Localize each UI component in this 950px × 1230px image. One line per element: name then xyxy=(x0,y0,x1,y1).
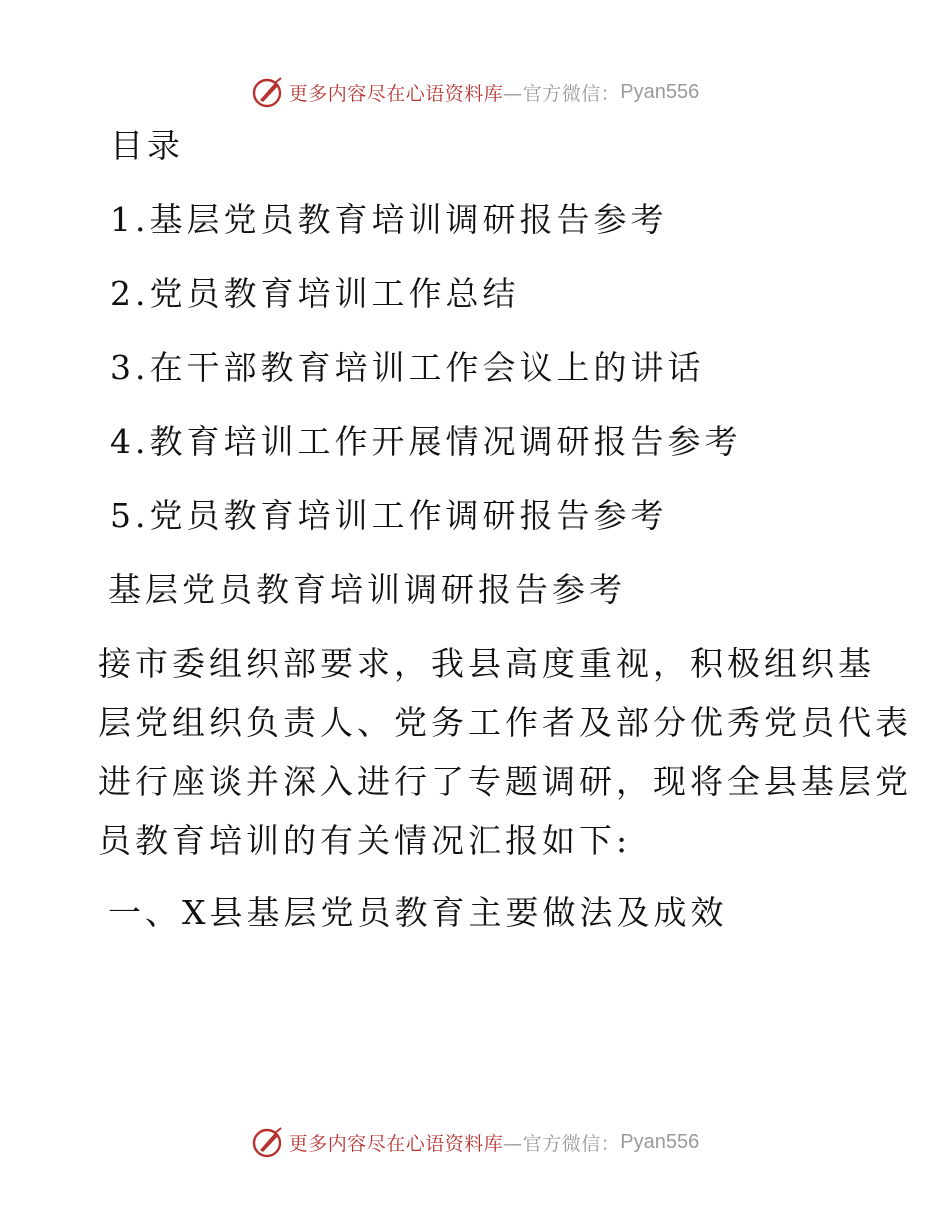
watermark-site-name: 更多内容尽在心语资料库 xyxy=(288,82,504,105)
toc-title: 目录 xyxy=(110,126,184,165)
paragraph-line-4: 员教育培训的有关情况汇报如下: xyxy=(98,821,632,860)
watermark-separator: —官方微信： xyxy=(503,82,621,105)
section-heading: 一、X县基层党员教育主要做法及成效 xyxy=(108,893,728,932)
watermark-wechat-id: Pyan556 xyxy=(620,1130,700,1153)
watermark-header xyxy=(0,72,950,112)
quill-circle-icon xyxy=(251,1125,285,1159)
watermark-wechat-id: Pyan556 xyxy=(620,80,700,103)
paragraph-line-3: 进行座谈并深入进行了专题调研，现将全县基层党 xyxy=(98,762,912,801)
watermark-separator: —官方微信： xyxy=(503,1132,621,1155)
toc-item-3: 3.在干部教育培训工作会议上的讲话 xyxy=(110,348,705,387)
toc-item-1: 1.基层党员教育培训调研报告参考 xyxy=(110,200,668,239)
quill-circle-icon xyxy=(251,75,285,109)
article-heading: 基层党员教育培训调研报告参考 xyxy=(108,570,626,609)
paragraph-line-1: 接市委组织部要求，我县高度重视，积极组织基 xyxy=(98,644,875,683)
toc-item-4: 4.教育培训工作开展情况调研报告参考 xyxy=(110,422,742,461)
watermark-footer xyxy=(0,1122,950,1162)
toc-item-2: 2.党员教育培训工作总结 xyxy=(110,274,520,313)
paragraph-line-2: 层党组织负责人、党务工作者及部分优秀党员代表 xyxy=(98,703,912,742)
watermark-site-name: 更多内容尽在心语资料库 xyxy=(288,1132,504,1155)
toc-item-5: 5.党员教育培训工作调研报告参考 xyxy=(110,496,668,535)
